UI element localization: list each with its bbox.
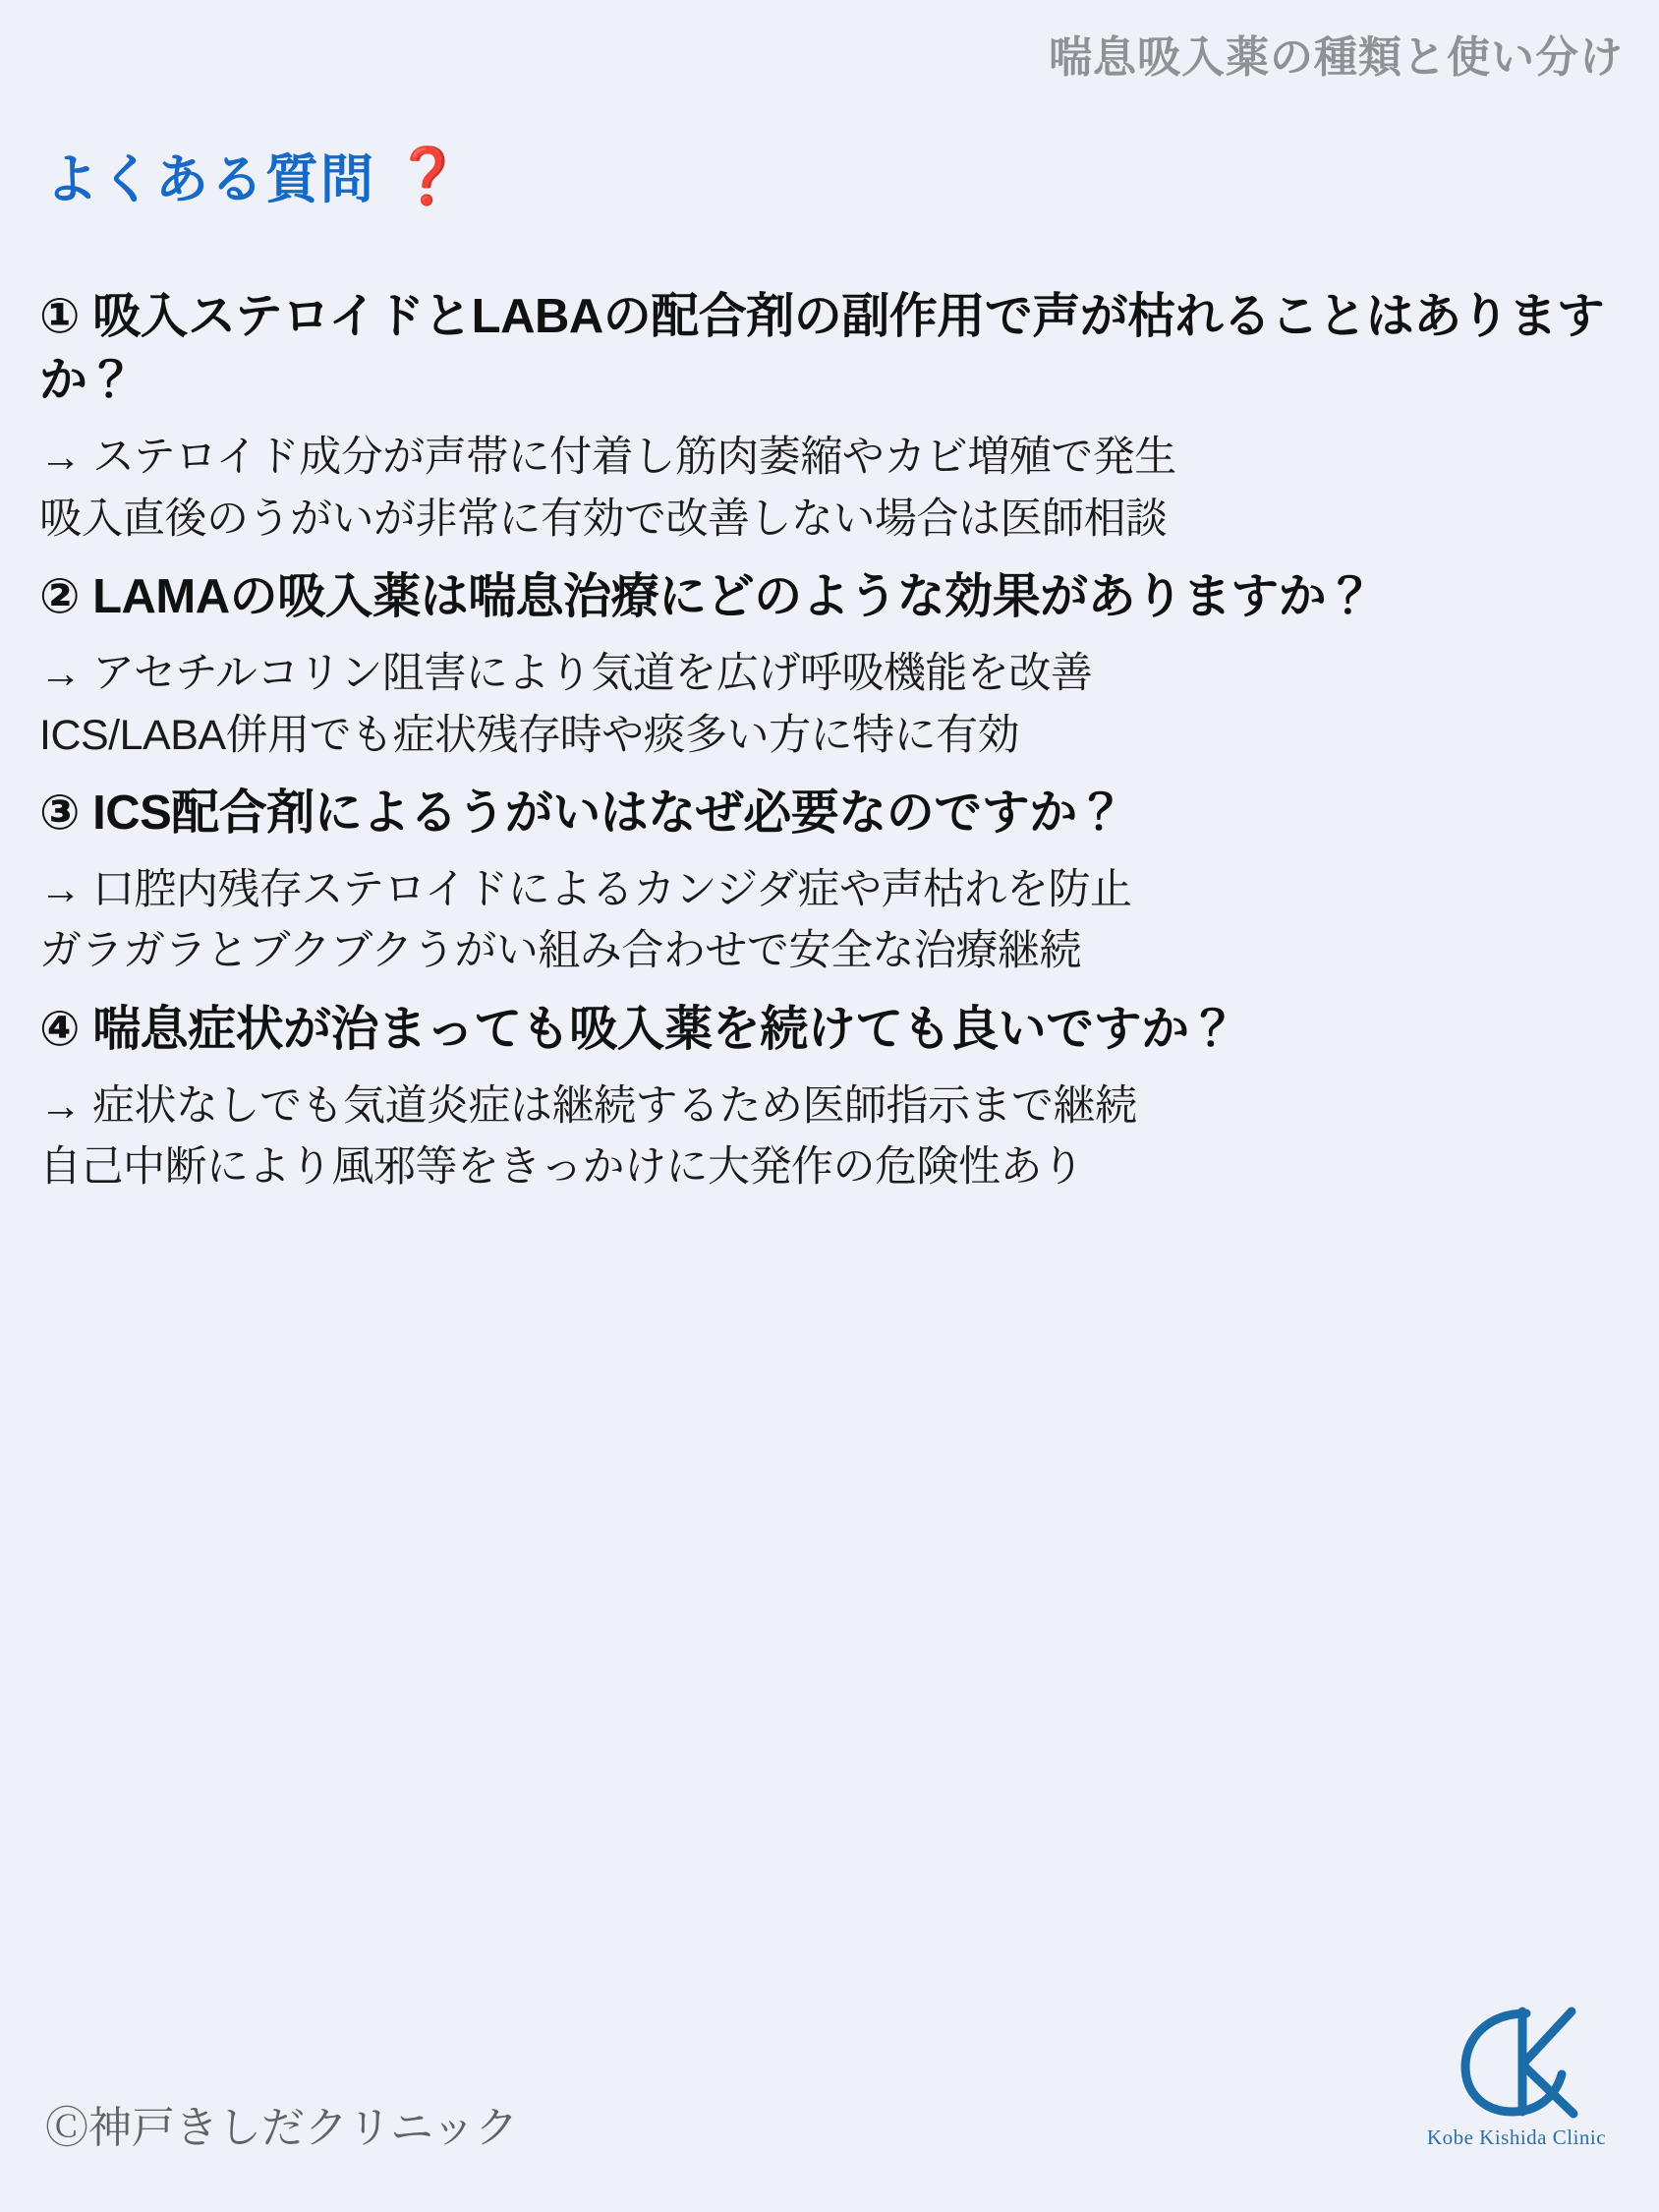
faq-answer-line: → ステロイド成分が声帯に付着し筋肉萎縮やカビ増殖で発生: [39, 434, 1176, 482]
logo-mark-icon: [1428, 1996, 1605, 2124]
faq-answer-line: → 口腔内残存ステロイドによるカンジダ症や声枯れを防止: [39, 866, 1132, 913]
faq-answer-line: ICS/LABA併用でも症状残存時や痰多い方に特に有効: [39, 711, 1020, 759]
question-mark-icon: ❓: [393, 144, 464, 206]
clinic-logo: [1413, 1996, 1620, 2173]
faq-question: ① 吸入ステロイドとLABAの配合剤の副作用で声が枯れることはありますか？: [39, 290, 1605, 408]
faq-answer-line: 自己中断により風邪等をきっかけに大発作の危険性あり: [39, 1143, 1084, 1192]
faq-question: ④ 喘息症状が治まっても吸入薬を続けても良いですか？: [39, 1002, 1237, 1056]
faq-list: [39, 285, 1620, 1214]
faq-question: ③ ICS配合剤によるうがいはなぜ必要なのですか？: [39, 786, 1125, 840]
faq-item: [39, 998, 1620, 1198]
copyright-text: Ⓒ神戸きしだクリニック: [45, 2104, 519, 2152]
faq-item: [39, 782, 1620, 982]
section-heading-label: よくある質問: [45, 150, 375, 209]
faq-answer-line: → アセチルコリン阻害により気道を広げ呼吸機能を改善: [39, 650, 1093, 698]
faq-item: [39, 285, 1620, 550]
faq-answer-line: 吸入直後のうがいが非常に有効で改善しない場合は医師相談: [39, 495, 1168, 543]
faq-question: ② LAMAの吸入薬は喘息治療にどのような効果がありますか？: [39, 570, 1374, 623]
section-heading: [45, 138, 464, 213]
faq-answer-line: → 症状なしでも気道炎症は継続するため医師指示まで継続: [39, 1081, 1137, 1130]
faq-item: [39, 565, 1620, 766]
logo-caption: Kobe Kishida Clinic: [1426, 2125, 1607, 2149]
faq-answer-line: ガラガラとブクブクうがい組み合わせで安全な治療継続: [39, 927, 1081, 975]
header-title: 喘息吸入薬の種類と使い分け: [1049, 33, 1624, 82]
